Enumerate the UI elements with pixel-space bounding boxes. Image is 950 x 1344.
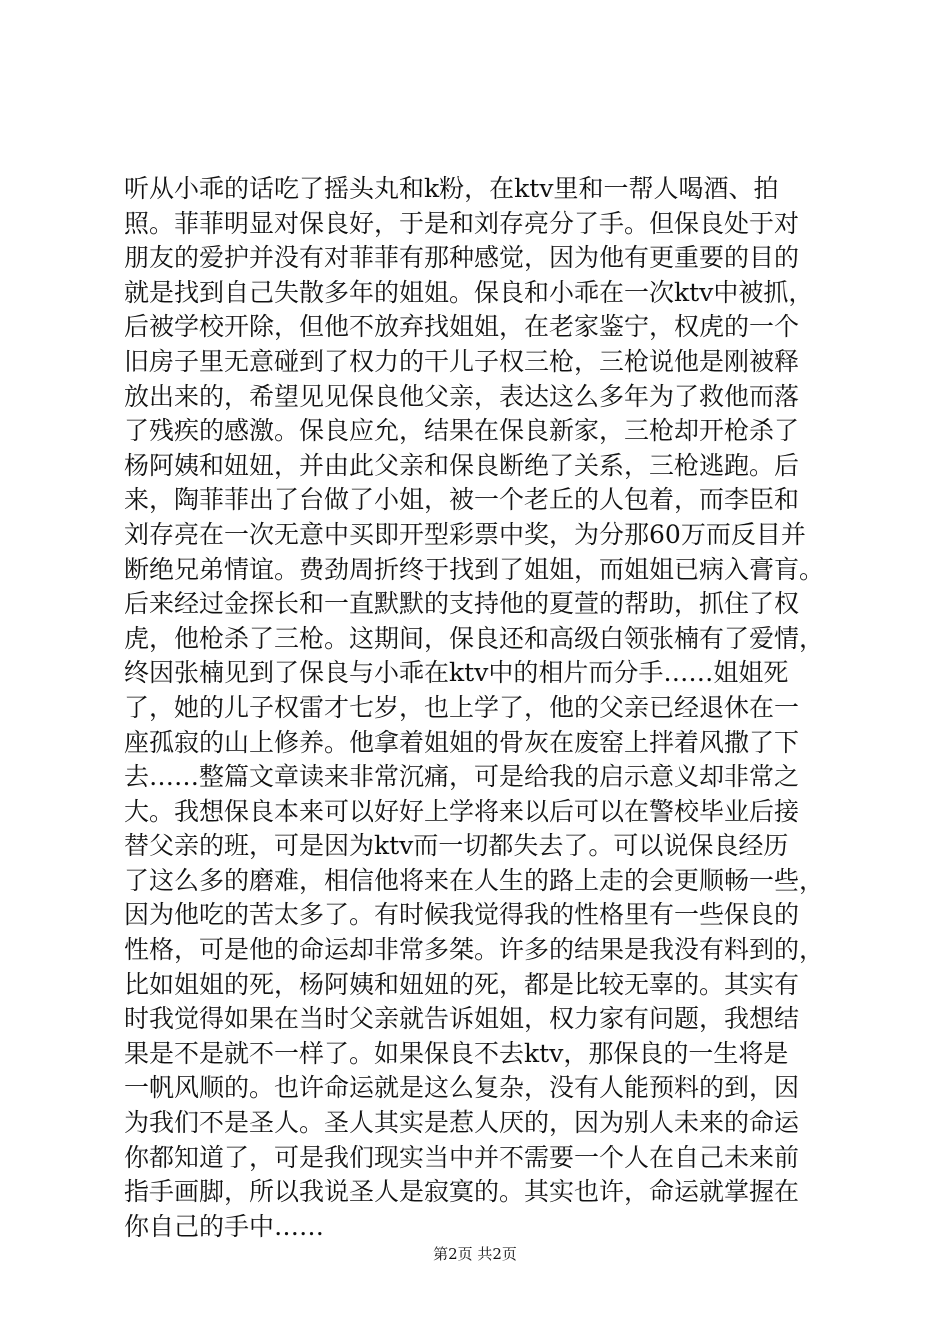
- text-line: 后被学校开除，但他不放弃找姐姐，在老家鉴宁，权虎的一个: [124, 312, 800, 342]
- text-line: 果是不是就不一样了。如果保良不去ktv，那保良的一生将是: [124, 1038, 789, 1068]
- text-line: 来，陶菲菲出了台做了小姐，被一个老丘的人包着，而李臣和: [124, 485, 800, 515]
- text-line: 杨阿姨和妞妞，并由此父亲和保良断绝了关系，三枪逃跑。后: [124, 450, 800, 480]
- text-line: 你都知道了，可是我们现实当中并不需要一个人在自己未来前: [124, 1142, 800, 1172]
- page-number: 第2页 共2页: [433, 1245, 517, 1263]
- text-line: 了这么多的磨难，相信他将来在人生的路上走的会更顺畅一些，: [124, 865, 825, 895]
- text-line: 了残疾的感激。保良应允，结果在保良新家，三枪却开枪杀了: [124, 416, 800, 446]
- text-line: 一帆风顺的。也许命运就是这么复杂，没有人能预料的到，因: [124, 1073, 800, 1103]
- text-line: 旧房子里无意碰到了权力的干儿子权三枪，三枪说他是刚被释: [124, 346, 800, 376]
- text-line: 你自己的手中……: [124, 1211, 325, 1241]
- text-line: 指手画脚，所以我说圣人是寂寞的。其实也许，命运就掌握在: [124, 1177, 800, 1207]
- text-line: 终因张楠见到了保良与小乖在ktv中的相片而分手……姐姐死: [124, 658, 789, 688]
- text-line: 大。我想保良本来可以好好上学将来以后可以在警校毕业后接: [124, 796, 800, 826]
- text-line: 去……整篇文章读来非常沉痛，可是给我的启示意义却非常之: [124, 762, 800, 792]
- text-line: 比如姐姐的死，杨阿姨和妞妞的死，都是比较无辜的。其实有: [124, 969, 800, 999]
- text-line: 因为他吃的苦太多了。有时候我觉得我的性格里有一些保良的: [124, 900, 800, 930]
- text-line: 虎，他枪杀了三枪。这期间，保良还和高级白领张楠有了爱情，: [124, 623, 825, 653]
- text-line: 性格，可是他的命运却非常多桀。许多的结果是我没有料到的，: [124, 935, 825, 965]
- text-line: 刘存亮在一次无意中买即开型彩票中奖，为分那60万而反目并: [124, 519, 806, 549]
- text-line: 了，她的儿子权雷才七岁，也上学了，他的父亲已经退休在一: [124, 692, 800, 722]
- page-footer: [0, 1244, 950, 1264]
- text-line: 后来经过金探长和一直默默的支持他的夏萱的帮助，抓住了权: [124, 589, 800, 619]
- text-line: 就是找到自己失散多年的姐姐。保良和小乖在一次ktv中被抓，: [124, 277, 814, 307]
- text-line: 听从小乖的话吃了摇头丸和k粉，在ktv里和一帮人喝酒、拍: [124, 174, 779, 203]
- text-line: 放出来的，希望见见保良他父亲，表达这么多年为了救他而落: [124, 381, 800, 411]
- text-line: 替父亲的班，可是因为ktv而一切都失去了。可以说保良经历: [124, 831, 789, 861]
- text-line: 照。菲菲明显对保良好，于是和刘存亮分了手。但保良处于对: [124, 208, 800, 238]
- text-line: 座孤寂的山上修养。他拿着姐姐的骨灰在废窑上拌着风撒了下: [124, 727, 800, 757]
- body-text: [124, 172, 854, 1244]
- text-line: 朋友的爱护并没有对菲菲有那种感觉，因为他有更重要的目的: [124, 243, 800, 273]
- text-line: 为我们不是圣人。圣人其实是惹人厌的，因为别人未来的命运: [124, 1108, 800, 1138]
- text-line: 断绝兄弟情谊。费劲周折终于找到了姐姐，而姐姐已病入膏肓。: [124, 554, 825, 584]
- text-line: 时我觉得如果在当时父亲就告诉姐姐，权力家有问题，我想结: [124, 1004, 800, 1034]
